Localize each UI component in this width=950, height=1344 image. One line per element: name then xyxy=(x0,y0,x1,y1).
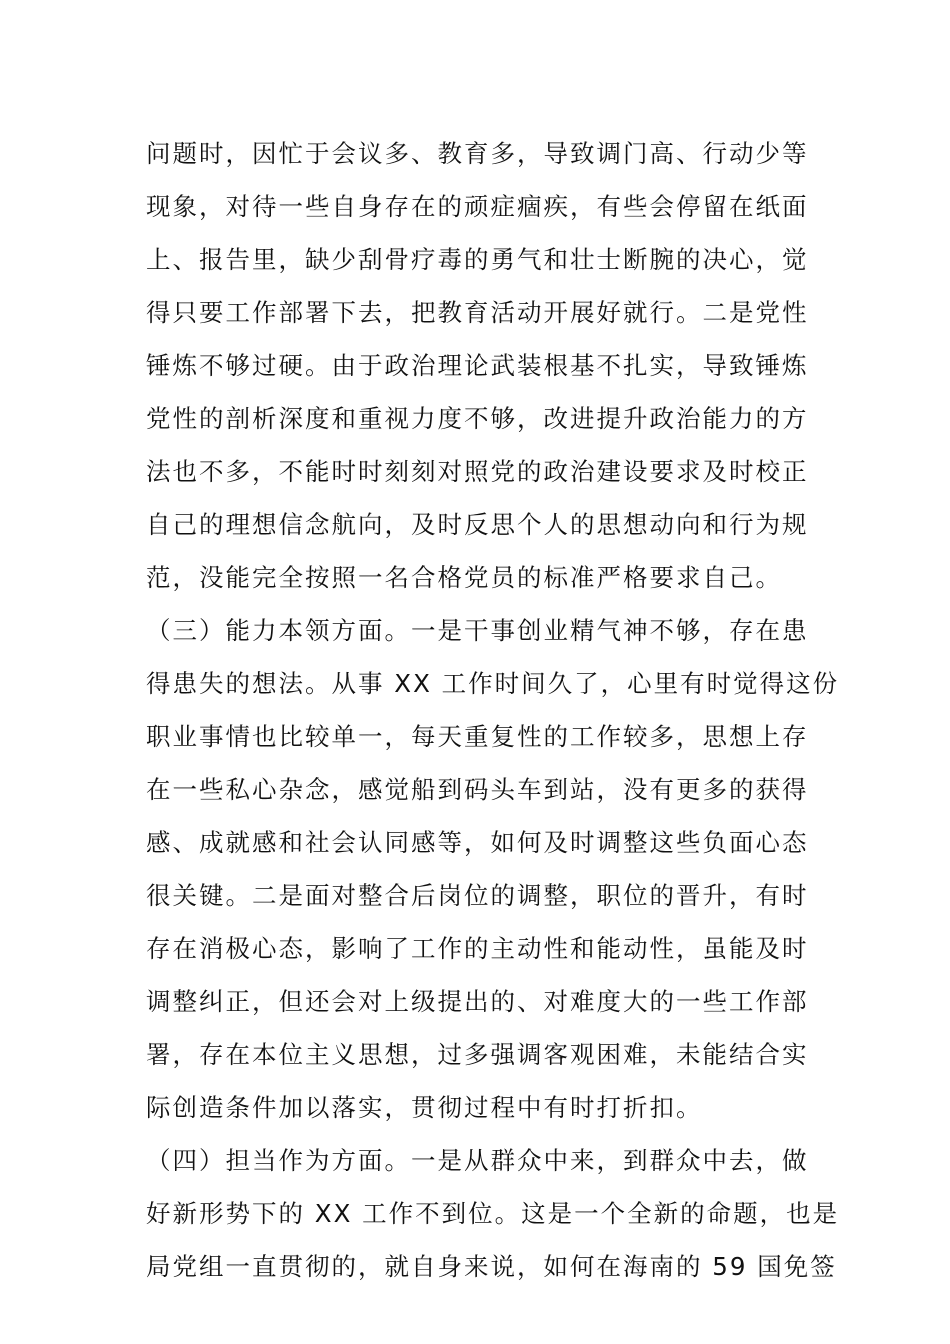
text-line-5: 锤炼不够过硬。由于政治理论武装根基不扎实，导致锤炼 xyxy=(146,351,809,380)
text-line-9: 范，没能完全按照一名合格党员的标准严格要求自己。 xyxy=(146,563,782,592)
text-line-17: 调整纠正，但还会对上级提出的、对难度大的一些工作部 xyxy=(146,987,809,1016)
text-line-20: （四）担当作为方面。一是从群众中来，到群众中去，做 xyxy=(146,1146,809,1175)
text-line-13: 在一些私心杂念，感觉船到码头车到站，没有更多的获得 xyxy=(146,775,809,804)
text-line-6: 党性的剖析深度和重视力度不够，改进提升政治能力的方 xyxy=(146,404,809,433)
text-line-12: 职业事情也比较单一，每天重复性的工作较多，思想上存 xyxy=(146,722,809,751)
document-body-text xyxy=(146,127,840,1293)
text-line-3: 上、报告里，缺少刮骨疗毒的勇气和壮士断腕的决心，觉 xyxy=(146,245,809,274)
text-line-8: 自己的理想信念航向，及时反思个人的思想动向和行为规 xyxy=(146,510,809,539)
text-line-16: 存在消极心态，影响了工作的主动性和能动性，虽能及时 xyxy=(146,934,809,963)
text-line-1: 问题时，因忙于会议多、教育多，导致调门高、行动少等 xyxy=(146,139,809,168)
text-line-19: 际创造条件加以落实，贯彻过程中有时打折扣。 xyxy=(146,1093,703,1122)
text-line-11: 得患失的想法。从事 XX 工作时间久了，心里有时觉得这份 xyxy=(146,669,840,698)
text-line-14: 感、成就感和社会认同感等，如何及时调整这些负面心态 xyxy=(146,828,809,857)
text-line-7: 法也不多，不能时时刻刻对照党的政治建设要求及时校正 xyxy=(146,457,809,486)
text-line-21: 好新形势下的 XX 工作不到位。这是一个全新的命题，也是 xyxy=(146,1199,840,1228)
text-line-2: 现象，对待一些自身存在的顽症痼疾，有些会停留在纸面 xyxy=(146,192,809,221)
text-line-4: 得只要工作部署下去，把教育活动开展好就行。二是党性 xyxy=(146,298,809,327)
text-line-10: （三）能力本领方面。一是干事创业精气神不够，存在患 xyxy=(146,616,809,645)
text-line-18: 署，存在本位主义思想，过多强调客观困难，未能结合实 xyxy=(146,1040,809,1069)
text-line-22: 局党组一直贯彻的，就自身来说，如何在海南的 59 国免签 xyxy=(146,1252,837,1281)
text-line-15: 很关键。二是面对整合后岗位的调整，职位的晋升，有时 xyxy=(146,881,809,910)
